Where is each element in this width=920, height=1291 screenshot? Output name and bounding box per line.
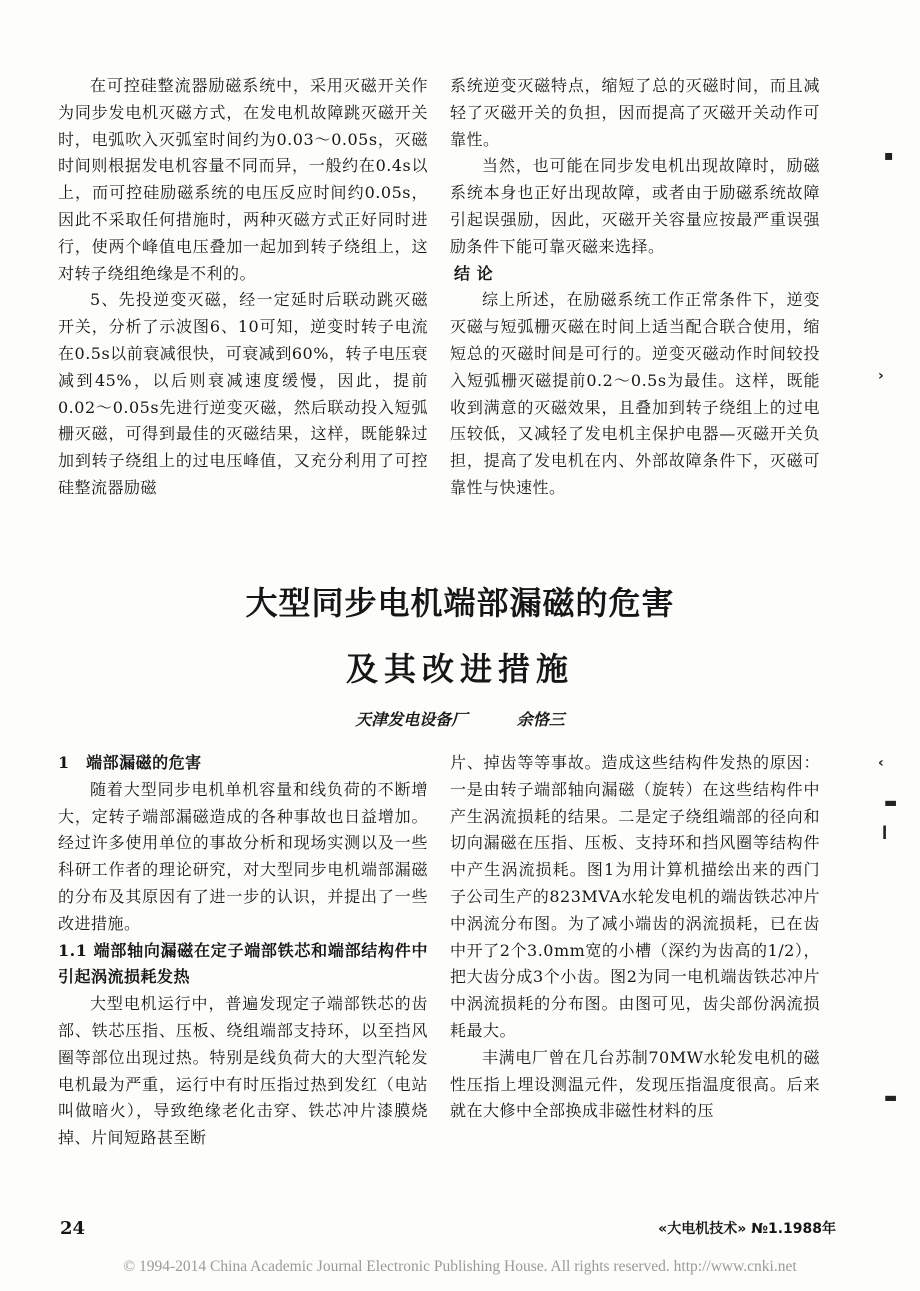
paragraph: 当然，也可能在同步发电机出现故障时，励磁系统本身也正好出现故障，或者由于励磁系统故障引起误强励，因此，灭磁开关容量应按最严重误强励条件下能可靠灭磁来选择。 — [450, 156, 820, 256]
scan-speck: ▬ — [884, 795, 898, 811]
author: 余恪三 — [516, 710, 565, 729]
body-right-column — [450, 750, 820, 1125]
scan-speck: › — [878, 368, 884, 384]
paragraph: 综上所述，在励磁系统工作正常条件下，逆变灭磁与短弧栅灭磁在时间上适当配合联合使用，缩短总的灭磁时间是可行的。逆变灭磁动作时间较投入短弧栅灭磁提前0.2～0.5s为最佳。这样，既能收到满意的灭磁效果，且叠加到转子绕组上的过电压较低，又减轻了发电机主保护电器—灭磁开关负担，提高了发电机在内、外部故障条件下，灭磁可靠性与快速性。 — [450, 290, 820, 497]
paragraph: 在可控硅整流器励磁系统中，采用灭磁开关作为同步发电机灭磁方式，在发电机故障跳灭磁开关时，电弧吹入灭弧室时间约为0.03～0.05s，灭磁时间则根据发电机容量不同而异，一般约在0.4s以上，而可控硅励磁系统的电压反应时间约0.05s，因此不采取任何措施时，两种灭磁方式正好同时进行，使两个峰值电压叠加一起加到转子绕组上，这对转子绕组绝缘是不利的。 — [58, 76, 428, 283]
copyright-notice: © 1994-2014 China Academic Journal Electronic Publishing House. All rights reserved. http://www.cnki.net — [123, 1258, 797, 1275]
paragraph: 片、掉齿等等事故。造成这些结构件发热的原因：一是由转子端部轴向漏磁（旋转）在这些结构件中产生涡流损耗的结果。二是定子绕组端部的径向和切向漏磁在压指、压板、支持环和挡风圈等结构件中产生涡流损耗。图1为用计算机描绘出来的西门子公司生产的823MVA水轮发电机的端齿铁芯冲片中涡流分布图。为了减小端齿的涡流损耗，已在齿中开了2个3.0mm宽的小槽（深约为齿高的1/2），把大齿分成3个小齿。图2为同一电机端齿铁芯冲片中涡流损耗的分布图。由图可见，齿尖部份涡流损耗最大。 — [450, 753, 820, 1040]
paragraph: 随着大型同步电机单机容量和线负荷的不断增大，定转子端部漏磁造成的各种事故也日益增加。经过许多使用单位的事故分析和现场实测以及一些科研工作者的理论研究，对大型同步电机端部漏磁的分布及其原因有了进一步的认识，并提出了一些改进措施。 — [58, 779, 428, 933]
paragraph: 系统逆变灭磁特点，缩短了总的灭磁时间，而且减轻了灭磁开关的负担，因而提高了灭磁开关动作可靠性。 — [450, 76, 820, 149]
subsection-heading: 1.1 端部轴向漏磁在定子端部铁芯和端部结构件中引起涡流损耗发热 — [58, 940, 428, 987]
scan-speck: ‹ — [878, 755, 884, 771]
body-left-column — [58, 750, 428, 1152]
article-title-line-2: 及其改进措施 — [345, 650, 574, 688]
paragraph: 大型电机运行中，普遍发现定子端部铁芯的齿部、铁芯压指、压板、绕组端部支持环，以至挡风圈等部位出现过热。特别是线负荷大的大型汽轮发电机最为严重，运行中有时压指过热到发红（电站叫做暗火），导致绝缘老化击穿、铁芯冲片漆膜烧掉、片间短路甚至断 — [58, 994, 428, 1148]
scan-speck: ▪ — [884, 148, 894, 164]
article-title-line-1: 大型同步电机端部漏磁的危害 — [245, 584, 675, 622]
section-heading-conclusion: 结 论 — [454, 263, 494, 283]
paragraph: 丰满电厂曾在几台苏制70MW水轮发电机的磁性压指上埋设测温元件，发现压指温度很高。后来就在大修中全部换成非磁性材料的压 — [450, 1047, 820, 1121]
journal-reference: «大电机技术» №1.1988年 — [658, 1221, 836, 1237]
section-heading: 1 端部漏磁的危害 — [58, 753, 202, 772]
scan-speck: ǀ — [882, 824, 888, 840]
top-left-column — [58, 73, 428, 502]
affiliation: 天津发电设备厂 — [355, 710, 468, 729]
top-right-column — [450, 73, 820, 502]
paragraph: 5、先投逆变灭磁，经一定延时后联动跳灭磁开关，分析了示波图6、10可知，逆变时转子电流在0.5s以前衰减很快，可衰减到60%，转子电压衰减到45%，以后则衰减速度缓慢，因此，提前0.02～0.05s先进行逆变灭磁，然后联动投入短弧栅灭磁，可得到最佳的灭磁结果，这样，既能躲过加到转子绕组上的过电压峰值，又充分利用了可控硅整流器励磁 — [58, 290, 428, 497]
page-number: 24 — [60, 1218, 86, 1239]
scan-speck: ▬ — [884, 1090, 898, 1106]
byline — [0, 707, 920, 730]
